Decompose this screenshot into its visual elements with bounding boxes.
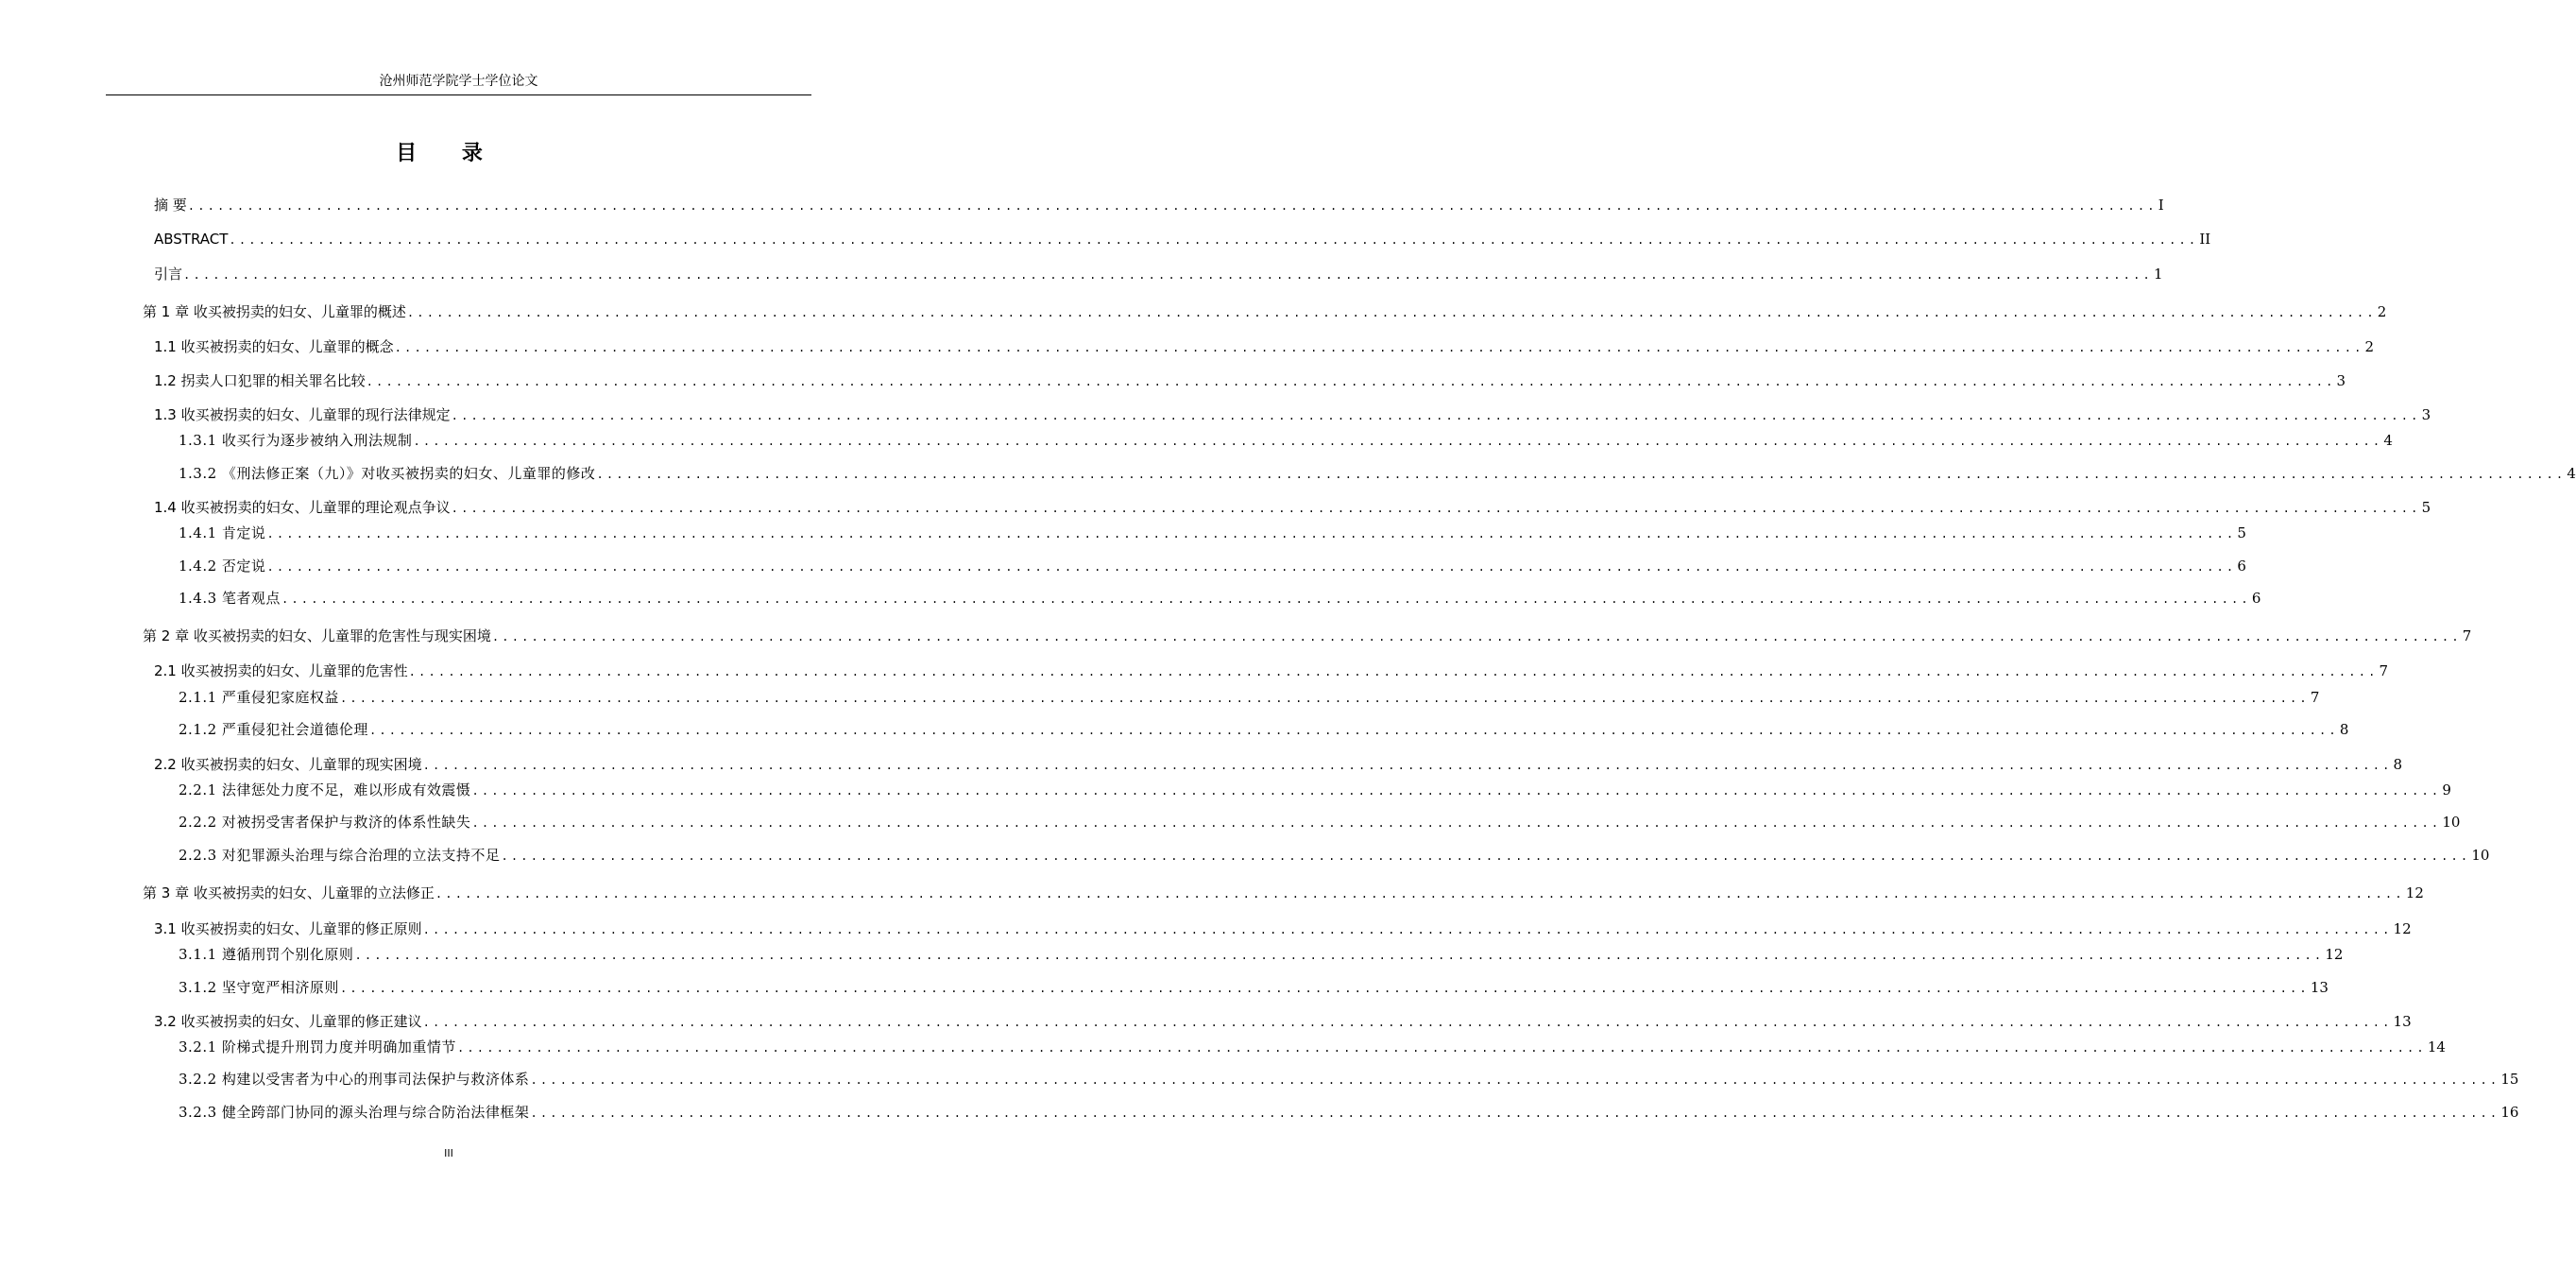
toc-leader-dots: ........................................................................................................................................................................................................ [471, 784, 2442, 798]
toc-leader-dots: ........................................................................................................................................................................................................ [368, 724, 2339, 737]
toc-entry-label: 第 1 章 收买被拐卖的妇女、儿童罪的概述 [143, 303, 406, 320]
toc-leader-dots: ........................................................................................................................................................................................................ [406, 306, 2377, 319]
toc-entry-page: 3 [2421, 406, 2431, 423]
toc-entry-page: 12 [2325, 946, 2344, 963]
toc-entry-label: 1.1 收买被拐卖的妇女、儿童罪的概念 [154, 338, 394, 355]
toc-entry[interactable] [154, 918, 2412, 940]
toc-entry-page: 8 [2339, 721, 2349, 738]
toc-entry-page: 7 [2379, 662, 2389, 679]
toc-leader-dots: ........................................................................................................................................................................................................ [339, 692, 2310, 705]
toc-entry-page: 8 [2393, 756, 2403, 773]
toc-entry[interactable] [179, 976, 2329, 999]
toc-entry[interactable] [154, 369, 2346, 392]
toc-leader-dots: ........................................................................................................................................................................................................ [394, 341, 2364, 354]
toc-entry-label: 2.2.1 法律惩处力度不足，难以形成有效震慑 [179, 781, 471, 798]
toc-leader-dots: ........................................................................................................................................................................................................ [451, 409, 2421, 422]
toc-entry-label: 1.4.2 否定说 [179, 558, 266, 575]
toc-entry[interactable] [179, 555, 2246, 577]
toc-entry-label: 3.1 收买被拐卖的妇女、儿童罪的修正原则 [154, 920, 422, 937]
toc-entry[interactable] [179, 811, 2461, 833]
toc-leader-dots: ........................................................................................................................................................................................................ [530, 1073, 2500, 1087]
toc-leader-dots: ........................................................................................................................................................................................................ [422, 1016, 2393, 1029]
toc-entry-label: 1.4.1 肯定说 [179, 524, 266, 541]
toc-entry[interactable] [179, 686, 2320, 709]
toc-entry-label: 2.1.1 严重侵犯家庭权益 [179, 689, 339, 706]
toc-entry-page: 12 [2405, 884, 2424, 901]
toc-entry-page: 2 [2377, 303, 2387, 320]
toc-entry[interactable] [179, 462, 2576, 485]
toc-entry-label: 1.4.3 笔者观点 [179, 590, 281, 607]
toc-entry-page: 4 [2383, 432, 2393, 449]
toc-entry-label: 2.2 收买被拐卖的妇女、儿童罪的现实困境 [154, 756, 422, 773]
toc-leader-dots: ........................................................................................................................................................................................................ [266, 560, 2237, 574]
toc-entry-label: 2.2.3 对犯罪源头治理与综合治理的立法支持不足 [179, 847, 501, 864]
toc-entry[interactable] [143, 882, 2424, 904]
toc-entry-label: 1.3.2 《刑法修正案（九）》对收买被拐卖的妇女、儿童罪的修改 [179, 465, 596, 482]
toc-entry[interactable] [154, 228, 2211, 250]
toc-entry-page: II [2199, 231, 2211, 248]
toc-entry-label: 1.3 收买被拐卖的妇女、儿童罪的现行法律规定 [154, 406, 451, 423]
toc-entry-label: 2.1 收买被拐卖的妇女、儿童罪的危害性 [154, 662, 408, 679]
toc-entry[interactable] [179, 522, 2246, 544]
toc-entry-label: 2.1.2 严重侵犯社会道德伦理 [179, 721, 368, 738]
toc-entry[interactable] [179, 587, 2261, 609]
toc-leader-dots: ........................................................................................................................................................................................................ [491, 630, 2462, 644]
toc-entry-label: 第 3 章 收买被拐卖的妇女、儿童罪的立法修正 [143, 884, 435, 901]
toc-entry[interactable] [143, 300, 2387, 323]
toc-entry-label: 3.2 收买被拐卖的妇女、儿童罪的修正建议 [154, 1013, 422, 1030]
page-header: 沧州师范学院学士学位论文 [379, 74, 538, 89]
toc-entry[interactable] [154, 403, 2431, 426]
toc-entry-page: 4 [2567, 465, 2576, 482]
toc-entry-page: I [2158, 197, 2164, 214]
toc-entry-page: 14 [2427, 1038, 2446, 1055]
page-number: III [444, 1147, 453, 1159]
toc-entry-label: 3.1.2 坚守宽严相济原则 [179, 979, 339, 996]
toc-entry[interactable] [143, 625, 2472, 647]
toc-leader-dots: ........................................................................................................................................................................................................ [422, 923, 2393, 936]
toc-entry[interactable] [179, 1036, 2446, 1058]
toc-leader-dots: ........................................................................................................................................................................................................ [530, 1107, 2500, 1120]
toc-entry-page: 1 [2153, 266, 2163, 283]
toc-leader-dots: ........................................................................................................................................................................................................ [266, 527, 2237, 541]
toc-entry-page: 10 [2442, 814, 2461, 831]
toc-entry[interactable] [179, 1068, 2519, 1090]
toc-entry[interactable] [179, 429, 2393, 452]
toc-entry[interactable] [179, 844, 2490, 867]
toc-entry[interactable] [154, 753, 2403, 776]
toc-leader-dots: ........................................................................................................................................................................................................ [422, 759, 2393, 772]
toc-entry-page: 7 [2462, 627, 2472, 644]
toc-entry-page: 5 [2421, 499, 2431, 516]
toc-entry-label: 2.2.2 对被拐受害者保护与救济的体系性缺失 [179, 814, 471, 831]
toc-leader-dots: ........................................................................................................................................................................................................ [596, 468, 2567, 481]
toc-entry-page: 3 [2336, 372, 2346, 389]
toc-entry[interactable] [154, 1010, 2412, 1033]
toc-entry[interactable] [154, 660, 2389, 682]
toc-entry[interactable] [154, 496, 2431, 519]
toc-entry-label: ABSTRACT [154, 231, 229, 248]
toc-entry-page: 13 [2310, 979, 2329, 996]
toc-leader-dots: ........................................................................................................................................................................................................ [183, 268, 2153, 282]
toc-entry[interactable] [179, 779, 2451, 801]
toc-entry-label: 1.4 收买被拐卖的妇女、儿童罪的理论观点争议 [154, 499, 451, 516]
toc-entry[interactable] [154, 194, 2164, 216]
toc-leader-dots: ........................................................................................................................................................................................................ [339, 982, 2310, 995]
toc-leader-dots: ........................................................................................................................................................................................................ [456, 1041, 2427, 1055]
toc-entry-page: 12 [2393, 920, 2412, 937]
toc-entry-page: 15 [2500, 1071, 2519, 1088]
toc-entry-label: 3.2.2 构建以受害者为中心的刑事司法保护与救济体系 [179, 1071, 530, 1088]
toc-leader-dots: ........................................................................................................................................................................................................ [413, 435, 2383, 448]
toc-leader-dots: ........................................................................................................................................................................................................ [229, 233, 2199, 247]
toc-leader-dots: ........................................................................................................................................................................................................ [354, 949, 2325, 962]
toc-entry-page: 9 [2442, 781, 2451, 798]
toc-entry[interactable] [179, 1101, 2519, 1124]
toc-entry-label: 1.2 拐卖人口犯罪的相关罪名比较 [154, 372, 366, 389]
toc-leader-dots: ........................................................................................................................................................................................................ [501, 850, 2471, 863]
toc-entry-page: 5 [2237, 524, 2246, 541]
toc-entry[interactable] [154, 335, 2375, 358]
toc-leader-dots: ........................................................................................................................................................................................................ [187, 199, 2158, 213]
toc-leader-dots: ........................................................................................................................................................................................................ [281, 592, 2251, 606]
toc-entry-label: 摘 要 [154, 197, 187, 214]
toc-leader-dots: ........................................................................................................................................................................................................ [366, 375, 2336, 388]
toc-entry-label: 3.2.1 阶梯式提升刑罚力度并明确加重情节 [179, 1038, 456, 1055]
toc-entry-page: 7 [2310, 689, 2320, 706]
toc-entry-label: 1.3.1 收买行为逐步被纳入刑法规制 [179, 432, 413, 449]
toc-entry-label: 第 2 章 收买被拐卖的妇女、儿童罪的危害性与现实困境 [143, 627, 491, 644]
toc-title: 目 录 [396, 142, 502, 165]
toc-entry-page: 16 [2500, 1104, 2519, 1121]
toc-leader-dots: ........................................................................................................................................................................................................ [451, 502, 2421, 515]
toc-entry-label: 3.2.3 健全跨部门协同的源头治理与综合防治法律框架 [179, 1104, 530, 1121]
toc-entry-page: 13 [2393, 1013, 2412, 1030]
toc-entry-label: 引言 [154, 266, 183, 283]
toc-entry-label: 3.1.1 遵循刑罚个别化原则 [179, 946, 354, 963]
toc-entry-page: 10 [2471, 847, 2490, 864]
toc-entry-page: 2 [2364, 338, 2375, 355]
toc-entry[interactable] [154, 263, 2163, 285]
toc-leader-dots: ........................................................................................................................................................................................................ [408, 665, 2379, 678]
toc-entry[interactable] [179, 718, 2349, 741]
toc-leader-dots: ........................................................................................................................................................................................................ [471, 816, 2442, 830]
toc-leader-dots: ........................................................................................................................................................................................................ [435, 887, 2405, 901]
toc-entry-page: 6 [2237, 558, 2246, 575]
toc-entry[interactable] [179, 943, 2344, 966]
toc-entry-page: 6 [2251, 590, 2261, 607]
